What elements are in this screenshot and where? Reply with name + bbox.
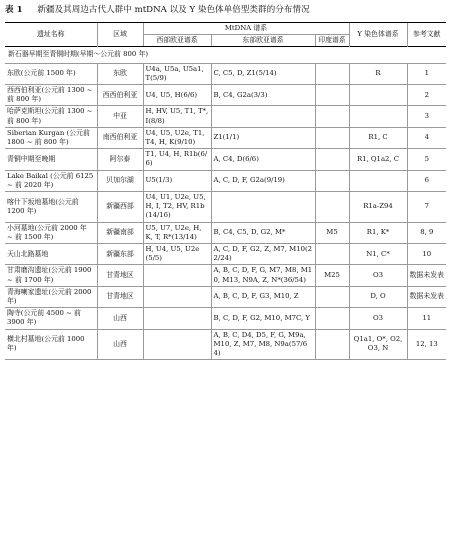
indian-cell: M25 [315,265,349,286]
header-region: 区域 [97,23,143,47]
period-row: 新石器早期至青铜时期(早期～公元前 800 年) [5,47,446,63]
table-row [5,106,446,127]
site-cell: 青铜中期至晚期 [5,149,97,170]
table-title: 新疆及其周边古代人群中 mtDNA 以及 Y 染色体单倍型类群的分布情况 [37,5,310,15]
west-eurasian-cell [143,329,211,360]
table-row [5,308,446,329]
reference-cell: 5 [407,149,446,170]
east-eurasian-cell [211,192,315,223]
table-row [5,85,446,106]
west-eurasian-cell: U4, U5, H(6/6) [143,85,211,106]
table-row [5,127,446,148]
indian-cell [315,149,349,170]
reference-cell: 3 [407,106,446,127]
y-chromosome-cell: R1, C [349,127,407,148]
indian-cell [315,286,349,307]
y-chromosome-cell [349,106,407,127]
y-chromosome-cell: R1a-Z94 [349,192,407,223]
east-eurasian-cell: A, B, C, D, F, G, M7, M8, M10, M13, N9A, Z, N*(36/54) [211,265,315,286]
reference-cell: 数据未发表 [407,286,446,307]
west-eurasian-cell [143,286,211,307]
table-row [5,222,446,243]
table-row [5,63,446,84]
reference-cell: 11 [407,308,446,329]
region-cell: 中亚 [97,106,143,127]
header-east: 东部欧亚谱系 [211,35,315,47]
table-row [5,192,446,223]
table-row [5,265,446,286]
table-caption [0,0,450,20]
region-cell: 新疆南部 [97,222,143,243]
reference-cell: 7 [407,192,446,223]
y-chromosome-cell: R1, K* [349,222,407,243]
region-cell: 东欧 [97,63,143,84]
reference-cell: 4 [407,127,446,148]
site-cell: 喀什下坂地墓地(公元前 1200 年) [5,192,97,223]
east-eurasian-cell: A, C4, D(6/6) [211,149,315,170]
table-row [5,149,446,170]
indian-cell: M5 [315,222,349,243]
east-eurasian-cell [211,106,315,127]
east-eurasian-cell: B, C4, C5, D, G2, M* [211,222,315,243]
indian-cell [315,244,349,265]
reference-cell: 数据未发表 [407,265,446,286]
indian-cell [315,192,349,223]
header-west: 西部欧亚谱系 [143,35,211,47]
east-eurasian-cell: A, C, D, F, G2, Z, M7, M10(22/24) [211,244,315,265]
indian-cell [315,63,349,84]
site-cell: Lake Baikal (公元前 6125 ~ 前 2020 年) [5,170,97,191]
y-chromosome-cell: O3 [349,308,407,329]
site-cell: 哈萨克斯坦(公元前 1300 ~ 前 800 年) [5,106,97,127]
y-chromosome-cell [349,85,407,106]
indian-cell [315,127,349,148]
reference-cell: 12, 13 [407,329,446,360]
region-cell: 山西 [97,329,143,360]
site-cell: 西西伯利亚(公元前 1300 ~ 前 800 年) [5,85,97,106]
region-cell: 新疆东部 [97,244,143,265]
east-eurasian-cell: B, C, D, F, G2, M10, M7C, Y [211,308,315,329]
site-cell: 东欧(公元前 1500 年) [5,63,97,84]
reference-cell: 6 [407,170,446,191]
reference-cell: 1 [407,63,446,84]
y-chromosome-cell [349,170,407,191]
west-eurasian-cell: U4a, U5a, U5a1, T(5/9) [143,63,211,84]
west-eurasian-cell [143,308,211,329]
west-eurasian-cell: T1, U4, H, R1b(6/6) [143,149,211,170]
table-row [5,286,446,307]
table-row [5,329,446,360]
indian-cell [315,329,349,360]
region-cell: 西西伯利亚 [97,85,143,106]
table-number: 表 1 [5,5,23,15]
east-eurasian-cell: A, B, C, D, F, G3, M10, Z [211,286,315,307]
east-eurasian-cell: C, C5, D, Z1(5/14) [211,63,315,84]
reference-cell: 2 [407,85,446,106]
site-cell: 陶寺(公元前 4500 ~ 前 3900 年) [5,308,97,329]
y-chromosome-cell: N1, C* [349,244,407,265]
region-cell: 贝加尔湖 [97,170,143,191]
site-cell: 甘肃磨沟遗址(公元前 1900 ~ 前 1700 年) [5,265,97,286]
region-cell: 甘青地区 [97,265,143,286]
y-chromosome-cell: R1, Q1a2, C [349,149,407,170]
indian-cell [315,85,349,106]
y-chromosome-cell: O3 [349,265,407,286]
header-site: 遗址名称 [5,23,97,47]
haplogroup-table [5,22,446,360]
west-eurasian-cell: H, U4, U5, U2e(5/5) [143,244,211,265]
reference-cell: 10 [407,244,446,265]
east-eurasian-cell: A, B, C, D4, D5, F, G, M9a, M10, Z, M7, M8, N9a(57/64) [211,329,315,360]
region-cell: 甘青地区 [97,286,143,307]
east-eurasian-cell: Z1(1/1) [211,127,315,148]
west-eurasian-cell: U5, U7, U2e, H, K, T, R*(13/14) [143,222,211,243]
header-mtdna: MtDNA 谱系 [143,23,349,35]
east-eurasian-cell: A, C, D, F, G2a(9/19) [211,170,315,191]
table-row [5,170,446,191]
west-eurasian-cell: U4, U5, U2e, T1, T4, H, K(9/10) [143,127,211,148]
site-cell: 天山北路墓地 [5,244,97,265]
y-chromosome-cell: D, O [349,286,407,307]
region-cell: 南西伯利亚 [97,127,143,148]
table-row [5,244,446,265]
west-eurasian-cell: H, HV, U5, T1, T*, I(8/8) [143,106,211,127]
west-eurasian-cell: U4, U1, U2e, U5, H, I, T2, HV, R1b(14/16) [143,192,211,223]
reference-cell: 8, 9 [407,222,446,243]
y-chromosome-cell: Q1a1, O*, O2, O3, N [349,329,407,360]
site-cell: 小河墓地(公元前 2000 年 ~ 前 1500 年) [5,222,97,243]
site-cell: 青海喇家遗址(公元前 2000 年) [5,286,97,307]
indian-cell [315,170,349,191]
indian-cell [315,308,349,329]
header-ref: 参考文献 [407,23,446,47]
west-eurasian-cell: U5(1/3) [143,170,211,191]
region-cell: 新疆西部 [97,192,143,223]
region-cell: 阿尔泰 [97,149,143,170]
west-eurasian-cell [143,265,211,286]
east-eurasian-cell: B, C4, G2a(3/3) [211,85,315,106]
region-cell: 山西 [97,308,143,329]
site-cell: Siberian Kurgan (公元前 1800 ~ 前 800 年) [5,127,97,148]
site-cell: 横北村墓地(公元前 1000 年) [5,329,97,360]
indian-cell [315,106,349,127]
y-chromosome-cell: R [349,63,407,84]
header-india: 印度谱系 [315,35,349,47]
header-y: Y 染色体谱系 [349,23,407,47]
